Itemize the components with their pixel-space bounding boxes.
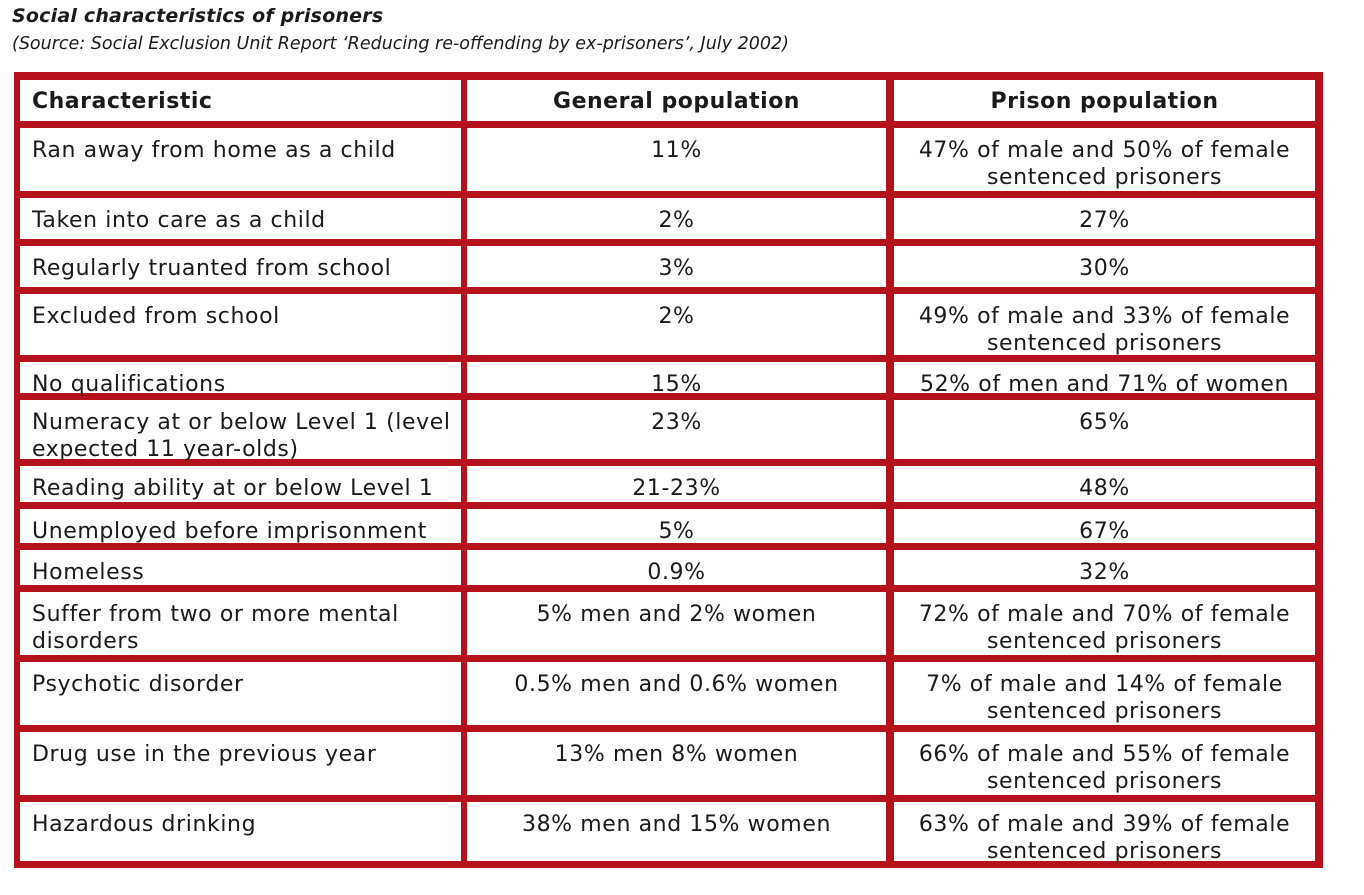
table-cell-prison: 32% <box>894 550 1315 585</box>
table-cell-characteristic: Psychotic disorder <box>20 662 461 725</box>
table-cell-prison: 66% of male and 55% of female sentenced prisoners <box>894 732 1315 795</box>
header-general-population: General population <box>467 80 886 121</box>
table-cell-characteristic: Ran away from home as a child <box>20 128 461 191</box>
table-cell-characteristic: Numeracy at or below Level 1 (level expected 11 year-olds) <box>20 400 461 459</box>
table-cell-general: 11% <box>467 128 886 191</box>
table-cell-prison: 52% of men and 71% of women <box>894 362 1315 393</box>
table-cell-prison: 72% of male and 70% of female sentenced prisoners <box>894 592 1315 655</box>
table-cell-characteristic: Suffer from two or more mental disorders <box>20 592 461 655</box>
table-cell-characteristic: Excluded from school <box>20 294 461 355</box>
table-cell-characteristic: Taken into care as a child <box>20 198 461 239</box>
page-title: Social characteristics of prisoners <box>12 5 384 27</box>
characteristics-table <box>14 72 1323 868</box>
table-cell-prison: 63% of male and 39% of female sentenced prisoners <box>894 802 1315 861</box>
table-cell-general: 0.9% <box>467 550 886 585</box>
table-cell-general: 3% <box>467 246 886 287</box>
table-cell-characteristic: No qualifications <box>20 362 461 393</box>
table-cell-general: 2% <box>467 198 886 239</box>
table-cell-prison: 47% of male and 50% of female sentenced prisoners <box>894 128 1315 191</box>
table-cell-prison: 48% <box>894 466 1315 502</box>
table-cell-general: 0.5% men and 0.6% women <box>467 662 886 725</box>
table-cell-characteristic: Reading ability at or below Level 1 <box>20 466 461 502</box>
table-cell-prison: 27% <box>894 198 1315 239</box>
table-cell-general: 38% men and 15% women <box>467 802 886 861</box>
table-cell-prison: 49% of male and 33% of female sentenced prisoners <box>894 294 1315 355</box>
table-cell-characteristic: Homeless <box>20 550 461 585</box>
table-cell-prison: 67% <box>894 509 1315 543</box>
table-cell-characteristic: Regularly truanted from school <box>20 246 461 287</box>
table-cell-characteristic: Unemployed before imprisonment <box>20 509 461 543</box>
table-cell-prison: 7% of male and 14% of female sentenced prisoners <box>894 662 1315 725</box>
table-cell-general: 13% men 8% women <box>467 732 886 795</box>
table-cell-general: 5% <box>467 509 886 543</box>
header-prison-population: Prison population <box>894 80 1315 121</box>
header-characteristic: Characteristic <box>20 80 461 121</box>
table-cell-prison: 65% <box>894 400 1315 459</box>
table-cell-characteristic: Drug use in the previous year <box>20 732 461 795</box>
source-note: (Source: Social Exclusion Unit Report ‘Reducing re-offending by ex-prisoners’, July 2002) <box>12 34 789 54</box>
table-cell-prison: 30% <box>894 246 1315 287</box>
table-cell-general: 23% <box>467 400 886 459</box>
table-cell-characteristic: Hazardous drinking <box>20 802 461 861</box>
table-cell-general: 21-23% <box>467 466 886 502</box>
table-cell-general: 15% <box>467 362 886 393</box>
table-cell-general: 2% <box>467 294 886 355</box>
table-cell-general: 5% men and 2% women <box>467 592 886 655</box>
